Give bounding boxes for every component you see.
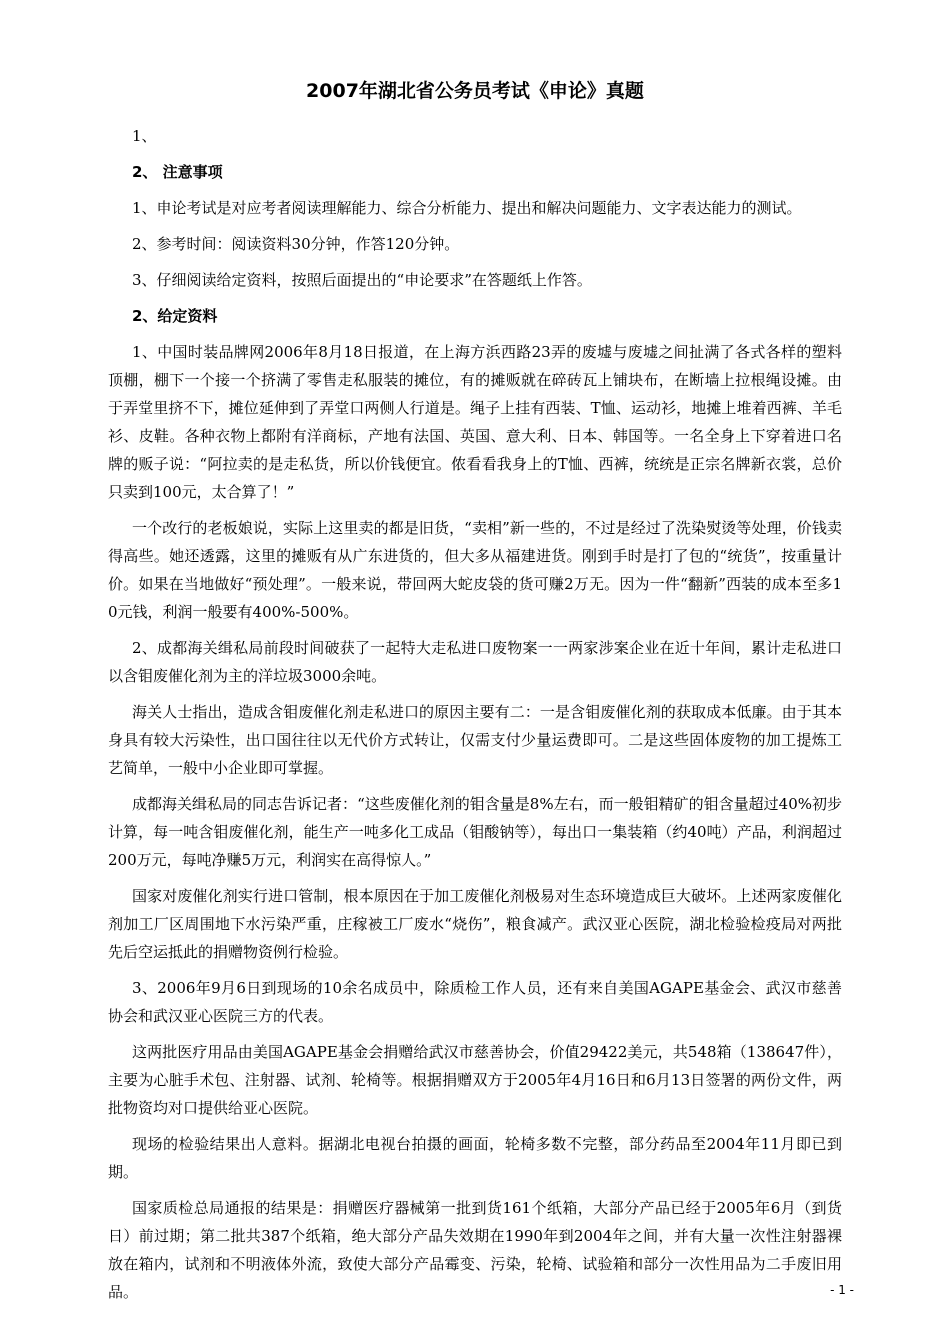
item-1: 1、 [132, 127, 157, 145]
material-paragraph: 国家质检总局通报的结果是：捐赠医疗器械第一批到货161个纸箱，大部分产品已经于2005年6月（到货日）前过期；第二批共387个纸箱，绝大部分产品失效期在1990年到2004年之间，并有大量一次性注射器裸放在箱内，试剂和不明液体外流，致使大部分产品霉变、污染，轮椅、试验箱和部分一次性用品为二手废旧用品。 [108, 1199, 842, 1301]
material-paragraph: 3、2006年9月6日到现场的10余名成员中，除质检工作人员，还有来自美国AGAPE基金会、武汉市慈善协会和武汉亚心医院三方的代表。 [108, 979, 842, 1025]
note-1: 1、申论考试是对应考者阅读理解能力、综合分析能力、提出和解决问题能力、文字表达能力的测试。 [132, 199, 802, 217]
page-number: - 1 - [830, 1283, 854, 1297]
material-paragraph: 这两批医疗用品由美国AGAPE基金会捐赠给武汉市慈善协会，价值29422美元，共548箱（138647件），主要为心脏手术包、注射器、试剂、轮椅等。根据捐赠双方于2005年4月16日和6月13日签署的两份文件，两批物资均对口提供给亚心医院。 [108, 1043, 842, 1117]
page-title: 2007年湖北省公务员考试《申论》真题 [306, 80, 644, 102]
material-paragraph: 现场的检验结果出人意料。据湖北电视台拍摄的画面，轮椅多数不完整，部分药品至2004年11月即已到期。 [108, 1135, 842, 1181]
heading-materials: 2、给定资料 [132, 307, 218, 325]
material-paragraph: 1、中国时装品牌网2006年8月18日报道，在上海方浜西路23弄的废墟与废墟之间扯满了各式各样的塑料顶棚，棚下一个接一个挤满了零售走私服装的摊位，有的摊贩就在碎砖瓦上铺块布，在断墙上拉根绳设摊。由于弄堂里挤不下，摊位延伸到了弄堂口两侧人行道是。绳子上挂有西装、T恤、运动衫，地摊上堆着西裤、羊毛衫、皮鞋。各种衣物上都附有洋商标，产地有法国、英国、意大利、日本、韩国等。一名全身上下穿着进口名牌的贩子说：“阿拉卖的是走私货，所以价钱便宜。侬看看我身上的T恤、西裤，统统是正宗名牌新衣裳，总价只卖到100元，太合算了！” [108, 343, 842, 501]
note-3: 3、仔细阅读给定资料，按照后面提出的“申论要求”在答题纸上作答。 [132, 271, 592, 289]
material-paragraph: 海关人士指出，造成含钼废催化剂走私进口的原因主要有二：一是含钼废催化剂的获取成本低廉。由于其本身具有较大污染性，出口国往往以无代价方式转让，仅需支付少量运费即可。二是这些固体废物的加工提炼工艺简单，一般中小企业即可掌握。 [108, 703, 842, 777]
note-2: 2、参考时间：阅读资料30分钟，作答120分钟。 [132, 235, 460, 253]
material-paragraph: 国家对废催化剂实行进口管制，根本原因在于加工废催化剂极易对生态环境造成巨大破坏。上述两家废催化剂加工厂区周围地下水污染严重，庄稼被工厂废水“烧伤”，粮食减产。武汉亚心医院，湖北检验检疫局对两批先后空运抵此的捐赠物资例行检验。 [108, 887, 842, 961]
heading-notes: 2、 注意事项 [132, 163, 223, 181]
material-paragraph: 一个改行的老板娘说，实际上这里卖的都是旧货，“卖相”新一些的，不过是经过了洗染熨烫等处理，价钱卖得高些。她还透露，这里的摊贩有从广东进货的，但大多从福建进货。刚到手时是打了包的“统货”，按重量计价。如果在当地做好“预处理”。一般来说，带回两大蛇皮袋的货可赚2万无。因为一件“翻新”西装的成本至多10元钱，利润一般要有400%-500%。 [108, 519, 842, 621]
material-paragraph: 2、成都海关缉私局前段时间破获了一起特大走私进口废物案一一两家涉案企业在近十年间，累计走私进口以含钼废催化剂为主的洋垃圾3000余吨。 [108, 639, 842, 685]
material-paragraph: 成都海关缉私局的同志告诉记者：“这些废催化剂的钼含量是8%左右，而一般钼精矿的钼含量超过40%初步计算，每一吨含钼废催化剂，能生产一吨多化工成品（钼酸钠等），每出口一集装箱（约40吨）产品，利润超过200万元，每吨净赚5万元，利润实在高得惊人。” [108, 795, 842, 869]
